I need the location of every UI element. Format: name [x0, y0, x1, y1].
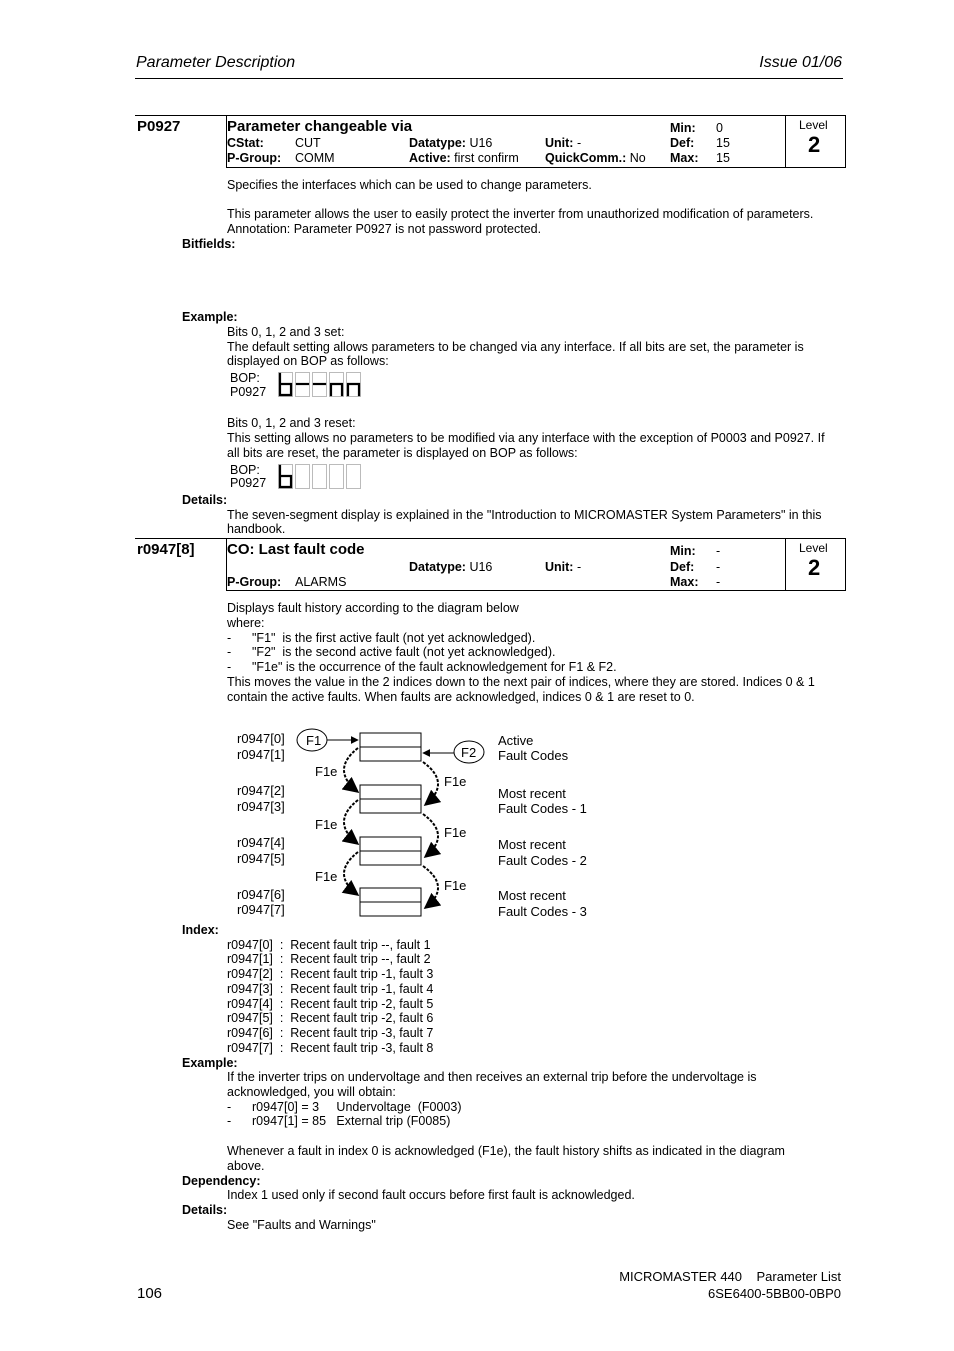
group-label: Fault Codes - 1 [498, 801, 587, 816]
footer-product: MICROMASTER 440 Parameter List [619, 1269, 841, 1284]
fault-register-2 [360, 785, 421, 799]
r0947-min-value: - [716, 544, 721, 558]
r0947-desc-line: - "F2" is the second active fault (not yet acknowledged). [227, 645, 556, 659]
p0927-pgroup-label: P-Group: [227, 151, 282, 165]
example-line: - r0947[0] = 3 Undervoltage (F0003) [227, 1100, 462, 1114]
shift-arc-left-2 [344, 852, 358, 895]
bop2-label: BOP: [230, 463, 260, 477]
p0927-left-rule [135, 115, 226, 116]
example-line: acknowledged, you will obtain: [227, 1085, 396, 1099]
f1e-label: F1e [315, 817, 338, 832]
p0927-cstat-value: CUT [295, 136, 321, 150]
index-row: r0947[2] : Recent fault trip -1, fault 3 [227, 967, 434, 981]
p0927-desc2: This parameter allows the user to easily protect the inverter from unauthorized modification of parameters. [227, 207, 814, 221]
bop2-param: P0927 [230, 476, 267, 490]
page-number: 106 [137, 1285, 163, 1302]
p0927-ex1-title: Bits 0, 1, 2 and 3 set: [227, 325, 345, 339]
fault-register-3 [360, 799, 421, 813]
r0947-desc-line: where: [227, 616, 265, 630]
p0927-max-value: 15 [716, 151, 730, 165]
p0927-pgroup-value: COMM [295, 151, 335, 165]
p0927-details-label: Details: [182, 493, 228, 507]
p0927-level-value: 2 [808, 132, 821, 157]
p0927-quickcomm: QuickComm.: No [545, 151, 646, 165]
fault-register-1 [360, 747, 421, 761]
diagram-index-label: r0947[6] [237, 887, 285, 902]
header-title: Parameter Description [136, 54, 296, 71]
diagram-index-label: r0947[4] [237, 835, 285, 850]
r0947-desc-line: - "F1" is the first active fault (not yet acknowledged). [227, 631, 536, 645]
p0927-level-label: Level [799, 118, 828, 132]
p0927-bitfields-label: Bitfields: [182, 237, 236, 251]
header-rule [135, 78, 843, 79]
bop-display-all-reset [278, 464, 362, 490]
p0927-desc3: Annotation: Parameter P0927 is not password protected. [227, 222, 542, 236]
shift-arc-right-2 [423, 866, 438, 908]
p0927-id: P0927 [137, 118, 181, 135]
r0947-min-label: Min: [670, 544, 696, 558]
r0947-details: See "Faults and Warnings" [227, 1218, 376, 1232]
p0927-def-value: 15 [716, 136, 730, 150]
index-row: r0947[7] : Recent fault trip -3, fault 8 [227, 1041, 434, 1055]
bop1-param: P0927 [230, 385, 267, 399]
r0947-left-rule [135, 538, 226, 539]
r0947-def-value: - [716, 560, 721, 574]
fault-register-0 [360, 733, 421, 747]
example2-line: Whenever a fault in index 0 is acknowledged (F1e), the fault history shifts as indicated in the diagram [227, 1144, 785, 1158]
diagram-index-label: r0947[2] [237, 783, 285, 798]
group-label: Fault Codes - 2 [498, 853, 587, 868]
r0947-datatype: Datatype: U16 [409, 560, 493, 574]
p0927-ex2-line2: all bits are reset, the parameter is displayed on BOP as follows: [227, 446, 578, 460]
index-row: r0947[1] : Recent fault trip --, fault 2 [227, 952, 431, 966]
p0927-ex1-line1: The default setting allows parameters to be changed via any interface. If all bits are set, the parameter is [227, 340, 804, 354]
diagram-index-label: r0947[1] [237, 747, 285, 762]
shift-arc-left-0 [344, 748, 358, 792]
p0927-max-label: Max: [670, 151, 699, 165]
p0927-cstat-label: CStat: [227, 136, 264, 150]
index-row: r0947[4] : Recent fault trip -2, fault 5 [227, 997, 434, 1011]
shift-arc-right-1 [423, 814, 438, 857]
r0947-name: CO: Last fault code [227, 541, 365, 558]
r0947-max-value: - [716, 575, 721, 589]
diagram-index-label: r0947[3] [237, 799, 285, 814]
f1-label: F1 [306, 733, 322, 748]
diagram-index-label: r0947[7] [237, 902, 285, 917]
bop1-label: BOP: [230, 371, 260, 385]
example2-line: above. [227, 1159, 265, 1173]
r0947-desc-line: This moves the value in the 2 indices down to the next pair of indices, where they are stored. Indices 0 & 1 [227, 675, 815, 689]
diagram-index-label: r0947[5] [237, 851, 285, 866]
p0927-ex2-title: Bits 0, 1, 2 and 3 reset: [227, 416, 356, 430]
p0927-def-label: Def: [670, 136, 695, 150]
r0947-pgroup-label: P-Group: [227, 575, 282, 589]
r0947-dependency: Index 1 used only if second fault occurs before first fault is acknowledged. [227, 1188, 635, 1202]
footer-order-number: 6SE6400-5BB00-0BP0 [708, 1286, 841, 1301]
r0947-index-label: Index: [182, 923, 219, 937]
header-issue: Issue 01/06 [759, 54, 842, 71]
fault-register-6 [360, 888, 421, 902]
r0947-level-value: 2 [808, 555, 821, 580]
fault-register-4 [360, 837, 421, 851]
group-label: Most recent [498, 837, 566, 852]
p0927-desc1: Specifies the interfaces which can be used to change parameters. [227, 178, 592, 192]
p0927-ex2-line1: This setting allows no parameters to be modified via any interface with the exception of P0003 and P0927. If [227, 431, 825, 445]
r0947-level-label: Level [799, 541, 828, 555]
index-row: r0947[0] : Recent fault trip --, fault 1 [227, 938, 431, 952]
p0927-unit: Unit: - [545, 136, 582, 150]
r0947-details-label: Details: [182, 1203, 228, 1217]
group-label: Active [498, 733, 534, 748]
r0947-desc-line: - "F1e" is the occurrence of the fault acknowledgement for F1 & F2. [227, 660, 617, 674]
p0927-example-label: Example: [182, 310, 238, 324]
p0927-datatype: Datatype: U16 [409, 136, 493, 150]
index-row: r0947[3] : Recent fault trip -1, fault 4 [227, 982, 434, 996]
p0927-name: Parameter changeable via [227, 118, 413, 135]
group-label: Most recent [498, 888, 566, 903]
r0947-id: r0947[8] [137, 541, 195, 558]
group-label: Fault Codes - 3 [498, 904, 587, 919]
example-line: If the inverter trips on undervoltage and then receives an external trip before the undervoltage is [227, 1070, 757, 1084]
f1e-label: F1e [444, 825, 467, 840]
p0927-details2: handbook. [227, 522, 286, 536]
f1e-label: F1e [444, 774, 467, 789]
p0927-details1: The seven-segment display is explained in the "Introduction to MICROMASTER System Parameters" in this [227, 508, 822, 522]
index-row: r0947[6] : Recent fault trip -3, fault 7 [227, 1026, 434, 1040]
shift-arc-right-0 [423, 762, 438, 805]
p0927-min-value: 0 [716, 121, 723, 135]
r0947-max-label: Max: [670, 575, 699, 589]
r0947-level-separator [785, 538, 786, 590]
group-label: Fault Codes [498, 748, 569, 763]
r0947-def-label: Def: [670, 560, 695, 574]
p0927-level-separator [785, 115, 786, 167]
index-row: r0947[5] : Recent fault trip -2, fault 6 [227, 1011, 434, 1025]
bop-display-all-set [278, 372, 362, 398]
r0947-pgroup-value: ALARMS [295, 575, 347, 589]
fault-register-7 [360, 902, 421, 916]
example-line: - r0947[1] = 85 External trip (F0085) [227, 1114, 451, 1128]
r0947-desc-line: Displays fault history according to the diagram below [227, 601, 519, 615]
f2-label: F2 [461, 745, 477, 760]
f1e-label: F1e [444, 878, 467, 893]
f1e-label: F1e [315, 869, 338, 884]
r0947-dependency-label: Dependency: [182, 1174, 261, 1188]
p0927-ex1-line2: displayed on BOP as follows: [227, 354, 389, 368]
p0927-min-label: Min: [670, 121, 696, 135]
group-label: Most recent [498, 786, 566, 801]
diagram-index-label: r0947[0] [237, 731, 285, 746]
r0947-unit: Unit: - [545, 560, 582, 574]
p0927-active: Active: first confirm [409, 151, 519, 165]
f1e-label: F1e [315, 764, 338, 779]
r0947-example-label: Example: [182, 1056, 238, 1070]
shift-arc-left-1 [344, 800, 358, 844]
r0947-desc-line: contain the active faults. When faults are acknowledged, indices 0 & 1 are reset to 0. [227, 690, 695, 704]
fault-register-5 [360, 851, 421, 865]
